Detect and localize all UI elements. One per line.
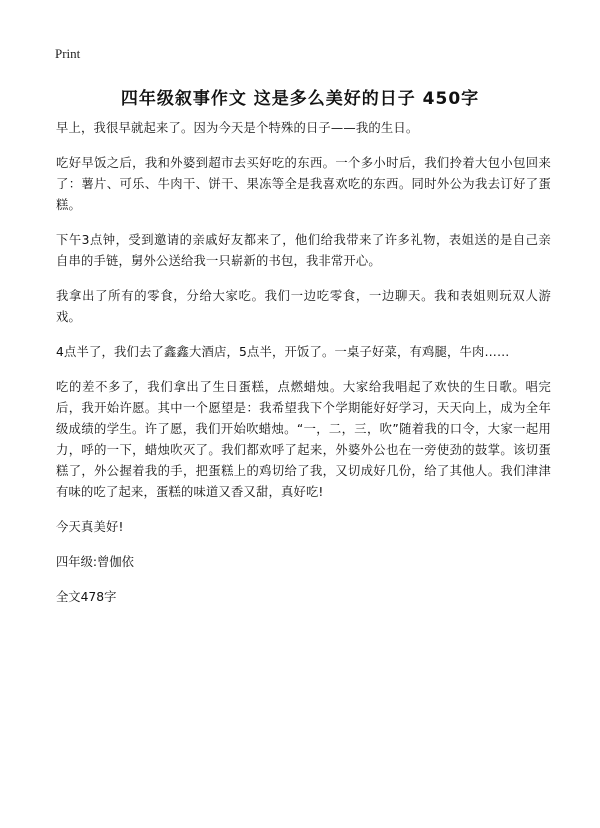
paragraph-2: 吃好早饭之后，我和外婆到超市去买好吃的东西。一个多小时后，我们拎着大包小包回来了：薯片、可乐、牛肉干、饼干、果冻等全是我喜欢吃的东西。同时外公为我去订好了蛋糕。 (56, 156, 551, 212)
author-line: 四年级:曾伽依 (56, 555, 134, 569)
paragraph-5: 4点半了，我们去了鑫鑫大酒店，5点半，开饭了。一桌子好菜，有鸡腿，牛肉…… (56, 345, 510, 359)
paragraph-3: 下午3点钟，受到邀请的亲戚好友都来了，他们给我带来了许多礼物，表姐送的是自己亲自串的手链，舅外公送给我一只崭新的书包，我非常开心。 (56, 233, 551, 268)
paragraph-4: 我拿出了所有的零食，分给大家吃。我们一边吃零食，一边聊天。我和表姐则玩双人游戏。 (56, 289, 551, 324)
paragraph-1: 早上，我很早就起来了。因为今天是个特殊的日子——我的生日。 (56, 121, 419, 135)
page-title: 四年级叙事作文 这是多么美好的日子 450字 (120, 89, 480, 109)
article-body (56, 118, 551, 622)
word-count: 全文478字 (56, 590, 117, 604)
print-link[interactable]: Print (55, 46, 81, 61)
paragraph-6: 吃的差不多了，我们拿出了生日蛋糕，点燃蜡烛。大家给我唱起了欢快的生日歌。唱完后，我开始许愿。其中一个愿望是：我希望我下个学期能好好学习，天天向上，成为全年级成绩的学生。许了愿，我们开始吹蜡烛。“一，二，三，吹”随着我的口令，大家一起用力，呼的一下，蜡烛吹灭了。我们都欢呼了起来，外婆外公也在一旁使劲的鼓掌。该切蛋糕了，外公握着我的手，把蛋糕上的鸡切给了我，又切成好几份，给了其他人。我们津津有味的吃了起来，蛋糕的味道又香又甜，真好吃! (56, 380, 551, 499)
paragraph-7: 今天真美好! (56, 520, 124, 534)
